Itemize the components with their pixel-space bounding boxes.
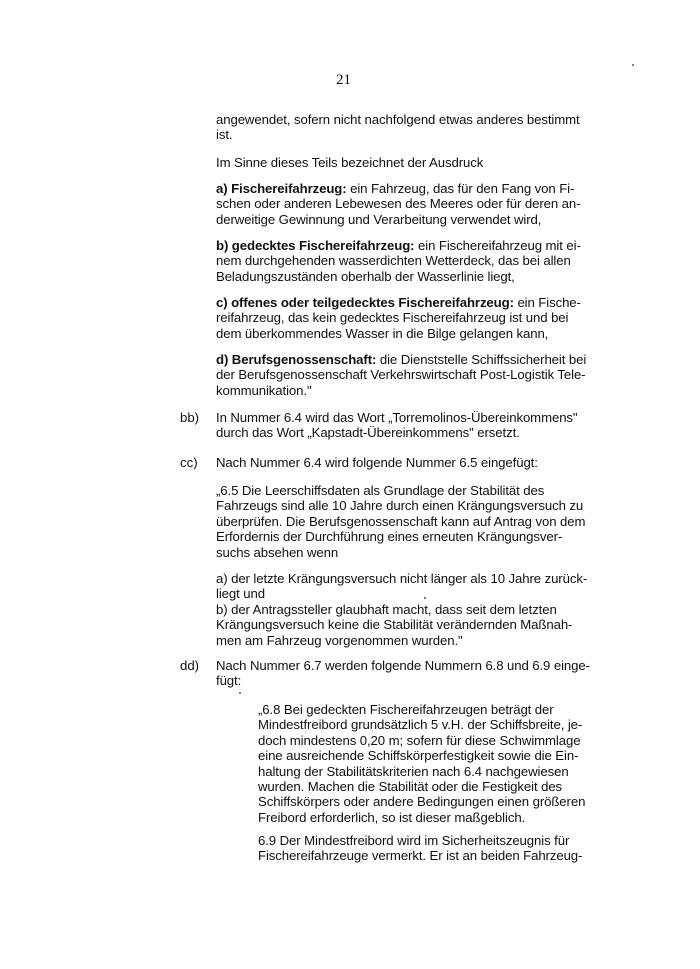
text-line: Freibord erforderlich, so ist dieser maßgeblich. <box>258 809 526 825</box>
text-line: derweitige Gewinnung und Verarbeitung verwendet wird, <box>216 211 542 227</box>
text-line: schen oder anderen Lebewesen des Meeres oder für deren an- <box>216 196 581 212</box>
text-line: Erfordernis der Durchführung eines erneuten Krängungsver- <box>216 529 563 545</box>
text-line: Fischereifahrzeuge vermerkt. Er ist an beiden Fahrzeug- <box>258 848 583 864</box>
text-line: überprüfen. Die Berufsgenossenschaft kann auf Antrag von dem <box>216 513 586 529</box>
text-line: men am Fahrzeug vorgenommen wurden." <box>216 632 463 648</box>
text-line: die Dienststelle Schiffssicherheit bei <box>376 352 587 367</box>
page-number: 21 <box>336 72 351 88</box>
text-line: ein Fischereifahrzeug mit ei- <box>414 238 581 253</box>
text-line: doch mindestens 0,20 m; sofern für diese Schwimmlage <box>258 732 581 748</box>
item-bb-text <box>216 410 578 441</box>
text-line: „6.8 Bei gedeckten Fischereifahrzeugen beträgt der <box>258 702 554 717</box>
text-line: ist. <box>216 127 233 143</box>
text-line: haltung der Stabilitätskriterien nach 6.4 nachgewiesen <box>258 763 569 779</box>
text-line: a) der letzte Krängungsversuch nicht länger als 10 Jahre zurück- <box>216 571 588 586</box>
item-dd-sub-6-9 <box>258 833 582 864</box>
text-line: ein Fische- <box>513 295 581 310</box>
definition-term: c) offenes oder teilgedecktes Fischereifahrzeug: <box>216 295 514 310</box>
definition-term: a) Fischereifahrzeug: <box>216 181 347 196</box>
item-label-bb: bb) <box>180 410 200 425</box>
text-line: nem durchgehenden wasserdichten Wetterdeck, das bei allen <box>216 253 571 269</box>
item-dd-sub-6-8 <box>258 702 585 825</box>
text-line: der Berufsgenossenschaft Verkehrswirtschaft Post-Logistik Tele- <box>216 367 586 383</box>
item-label-dd: dd) <box>180 658 200 673</box>
item-dd-text <box>216 658 590 689</box>
text-line: In Nummer 6.4 wird das Wort „Torremolinos-Übereinkommens" <box>216 410 578 425</box>
definition-lead <box>216 155 483 170</box>
text-line: fügt: <box>216 673 242 689</box>
text-line: Beladungszuständen oberhalb der Wasserlinie liegt, <box>216 268 515 284</box>
text-line: dem überkommendes Wasser in die Bilge gelangen kann, <box>216 325 549 341</box>
item-cc-text <box>216 455 538 470</box>
definition-c <box>216 295 581 341</box>
text-line: eine ausreichende Schiffskörperfestigkeit sowie die Ein- <box>258 748 579 764</box>
text-line: 6.9 Der Mindestfreibord wird im Sicherheitszeugnis für <box>258 833 570 848</box>
definition-a <box>216 181 580 227</box>
text-line: Fahrzeugs sind alle 10 Jahre durch einen Krängungsversuch zu <box>216 498 584 514</box>
definition-b <box>216 238 581 284</box>
definition-term: b) gedecktes Fischereifahrzeug: <box>216 238 415 253</box>
item-label-cc: cc) <box>180 455 198 470</box>
text-line: wurden. Machen die Stabilität oder die Festigkeit des <box>258 779 563 795</box>
text-line: angewendet, sofern nicht nachfolgend etwas anderes bestimmt <box>216 112 580 127</box>
scan-speck <box>424 597 426 599</box>
text-line: ein Fahrzeug, das für den Fang von Fi- <box>346 181 575 196</box>
text-line: Krängungsversuch keine die Stabilität verändernden Maßnah- <box>216 617 573 633</box>
text-line: Im Sinne dieses Teils bezeichnet der Ausdruck <box>216 155 484 170</box>
text-line: Mindestfreibord grundsätzlich 5 v.H. der Schiffsbreite, je- <box>258 717 583 733</box>
text-line: liegt und <box>216 586 265 602</box>
text-line: suchs absehen wenn <box>216 544 339 560</box>
item-cc-quote <box>216 483 585 560</box>
item-cc-conditions <box>216 571 587 648</box>
text-line: „6.5 Die Leerschiffsdaten als Grundlage der Stabilität des <box>216 483 545 498</box>
text-line: Nach Nummer 6.4 wird folgende Nummer 6.5 eingefügt: <box>216 455 538 470</box>
definition-d <box>216 352 586 398</box>
text-line: kommunikation." <box>216 382 312 398</box>
text-line: b) der Antragssteller glaubhaft macht, dass seit dem letzten <box>216 601 557 617</box>
scan-speck <box>239 692 241 694</box>
intro-paragraph <box>216 112 580 143</box>
text-line: Nach Nummer 6.7 werden folgende Nummern 6.8 und 6.9 einge- <box>216 658 590 673</box>
text-line: Schiffskörpers oder andere Bedingungen einen größeren <box>258 794 586 810</box>
scan-speck <box>632 64 634 66</box>
definition-term: d) Berufsgenossenschaft: <box>216 352 377 367</box>
text-line: reifahrzeug, das kein gedecktes Fischereifahrzeug ist und bei <box>216 310 569 326</box>
text-line: durch das Wort „Kapstadt-Übereinkommens" ersetzt. <box>216 425 520 441</box>
